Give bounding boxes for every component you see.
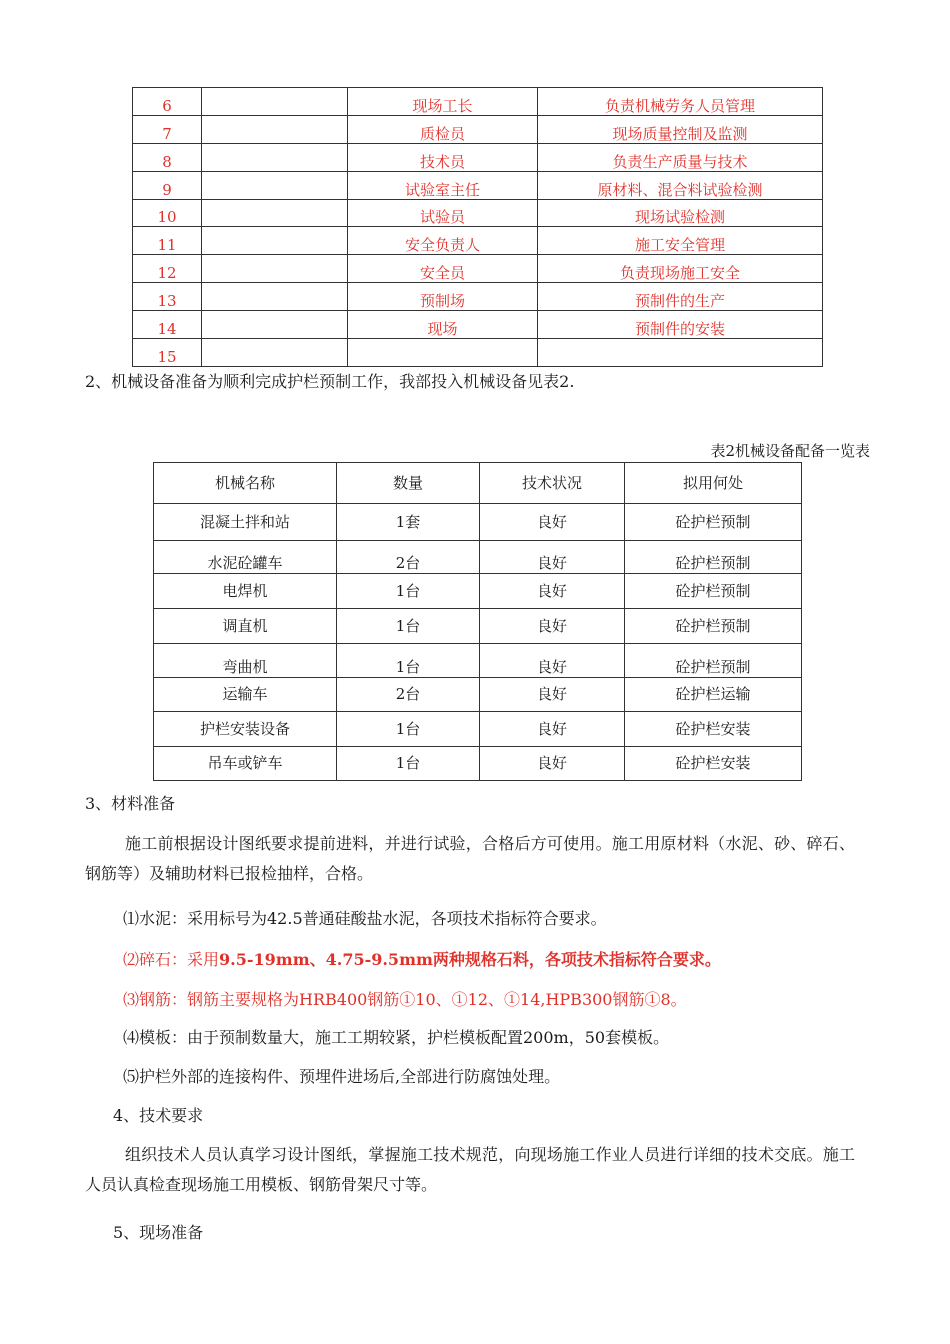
role-cell: 预制场: [348, 283, 538, 311]
header-cell: 机械名称: [154, 463, 337, 504]
equipment-quantity: 1台: [337, 747, 480, 781]
table-row: [154, 609, 802, 644]
table-row: [133, 171, 823, 199]
equipment-usage: 砼护栏安装: [625, 747, 802, 781]
equipment-status: 良好: [480, 712, 625, 747]
section-2-heading: 2、机械设备准备为顺利完成护栏预制工作，我部投入机械设备见表2.: [85, 372, 575, 391]
role-cell: 技术员: [348, 143, 538, 171]
table-row: [133, 88, 823, 116]
formwork-item: ⑷模板：由于预制数量大，施工工期较紧，护栏模板配置200m，50套模板。: [123, 1028, 670, 1047]
table-row: [133, 339, 823, 367]
equipment-name: 电焊机: [154, 574, 337, 609]
equipment-table-caption: 表2机械设备配备一览表: [710, 442, 870, 460]
equipment-name: 水泥砼罐车: [154, 541, 337, 574]
equipment-usage: 砼护栏预制: [625, 644, 802, 678]
table-row: [154, 678, 802, 712]
person-name: [202, 283, 348, 311]
row-number: 15: [133, 339, 202, 367]
role-cell: 安全员: [348, 255, 538, 283]
equipment-usage: 砼护栏预制: [625, 504, 802, 541]
equipment-quantity: 2台: [337, 678, 480, 712]
role-cell: 试验员: [348, 199, 538, 227]
equipment-quantity: 1台: [337, 644, 480, 678]
role-cell: 现场: [348, 311, 538, 339]
role-cell: [348, 339, 538, 367]
equipment-status: 良好: [480, 609, 625, 644]
table-row: [154, 644, 802, 678]
equipment-quantity: 1台: [337, 712, 480, 747]
person-name: [202, 255, 348, 283]
role-cell: 现场工长: [348, 88, 538, 116]
section-5-heading: 5、现场准备: [113, 1223, 204, 1242]
role-cell: 质检员: [348, 115, 538, 143]
duty-cell: 预制件的生产: [538, 283, 823, 311]
header-cell: 数量: [337, 463, 480, 504]
role-cell: 安全负责人: [348, 227, 538, 255]
duty-cell: 预制件的安装: [538, 311, 823, 339]
materials-intro: 施工前根据设计图纸要求提前进料，并进行试验，合格后方可使用。施工用原材料（水泥、砂、碎石、钢筋等）及辅助材料已报检抽样，合格。: [85, 834, 855, 883]
header-cell: 拟用何处: [625, 463, 802, 504]
section-3-heading: 3、材料准备: [85, 794, 176, 813]
gravel-item-prefix: ⑵碎石：采用: [123, 950, 220, 969]
equipment-status: 良好: [480, 644, 625, 678]
equipment-usage: 砼护栏预制: [625, 541, 802, 574]
section-4-heading: 4、技术要求: [113, 1106, 204, 1125]
person-name: [202, 227, 348, 255]
person-name: [202, 171, 348, 199]
table-row: [133, 199, 823, 227]
person-name: [202, 339, 348, 367]
person-name: [202, 311, 348, 339]
table-row: [133, 227, 823, 255]
header-cell: 技术状况: [480, 463, 625, 504]
person-name: [202, 115, 348, 143]
technical-requirements-text: 组织技术人员认真学习设计图纸，掌握施工技术规范，向现场施工作业人员进行详细的技术交底。施工人员认真检查现场施工用模板、钢筋骨架尺寸等。: [85, 1145, 855, 1194]
equipment-usage: 砼护栏预制: [625, 609, 802, 644]
rebar-item: ⑶钢筋：钢筋主要规格为HRB400钢筋①10、①12、①14,HPB300钢筋①8。: [123, 990, 687, 1009]
equipment-name: 运输车: [154, 678, 337, 712]
table-row: [154, 574, 802, 609]
table-row: [133, 311, 823, 339]
row-number: 6: [133, 88, 202, 116]
table-row: [133, 255, 823, 283]
cement-item: ⑴水泥：采用标号为42.5普通硅酸盐水泥，各项技术指标符合要求。: [123, 909, 607, 928]
table-row: [154, 747, 802, 781]
role-cell: 试验室主任: [348, 171, 538, 199]
equipment-status: 良好: [480, 747, 625, 781]
equipment-table: [153, 462, 802, 781]
table-row: [154, 504, 802, 541]
equipment-name: 吊车或铲车: [154, 747, 337, 781]
table-row: [133, 143, 823, 171]
personnel-table: [132, 87, 823, 367]
anticorrosion-item: ⑸护栏外部的连接构件、预埋件进场后,全部进行防腐蚀处理。: [123, 1067, 561, 1086]
row-number: 10: [133, 199, 202, 227]
table-header-row: [154, 463, 802, 504]
duty-cell: 现场试验检测: [538, 199, 823, 227]
person-name: [202, 143, 348, 171]
row-number: 8: [133, 143, 202, 171]
equipment-name: 弯曲机: [154, 644, 337, 678]
equipment-usage: 砼护栏安装: [625, 712, 802, 747]
equipment-quantity: 2台: [337, 541, 480, 574]
equipment-quantity: 1台: [337, 574, 480, 609]
table-row: [154, 712, 802, 747]
row-number: 13: [133, 283, 202, 311]
person-name: [202, 199, 348, 227]
duty-cell: [538, 339, 823, 367]
equipment-name: 护栏安装设备: [154, 712, 337, 747]
duty-cell: 施工安全管理: [538, 227, 823, 255]
row-number: 12: [133, 255, 202, 283]
equipment-name: 调直机: [154, 609, 337, 644]
equipment-status: 良好: [480, 574, 625, 609]
equipment-quantity: 1台: [337, 609, 480, 644]
gravel-item: [123, 952, 721, 968]
row-number: 11: [133, 227, 202, 255]
equipment-usage: 砼护栏运输: [625, 678, 802, 712]
duty-cell: 负责现场施工安全: [538, 255, 823, 283]
table-row: [133, 283, 823, 311]
equipment-usage: 砼护栏预制: [625, 574, 802, 609]
duty-cell: 负责生产质量与技术: [538, 143, 823, 171]
duty-cell: 负责机械劳务人员管理: [538, 88, 823, 116]
gravel-item-spec: 9.5-19mm、4.75-9.5mm两种规格石料，各项技术指标符合要求。: [219, 950, 721, 969]
row-number: 7: [133, 115, 202, 143]
table-row: [154, 541, 802, 574]
equipment-status: 良好: [480, 678, 625, 712]
row-number: 14: [133, 311, 202, 339]
person-name: [202, 88, 348, 116]
duty-cell: 原材料、混合料试验检测: [538, 171, 823, 199]
equipment-quantity: 1套: [337, 504, 480, 541]
equipment-status: 良好: [480, 504, 625, 541]
equipment-name: 混凝土拌和站: [154, 504, 337, 541]
table-row: [133, 115, 823, 143]
duty-cell: 现场质量控制及监测: [538, 115, 823, 143]
equipment-status: 良好: [480, 541, 625, 574]
row-number: 9: [133, 171, 202, 199]
